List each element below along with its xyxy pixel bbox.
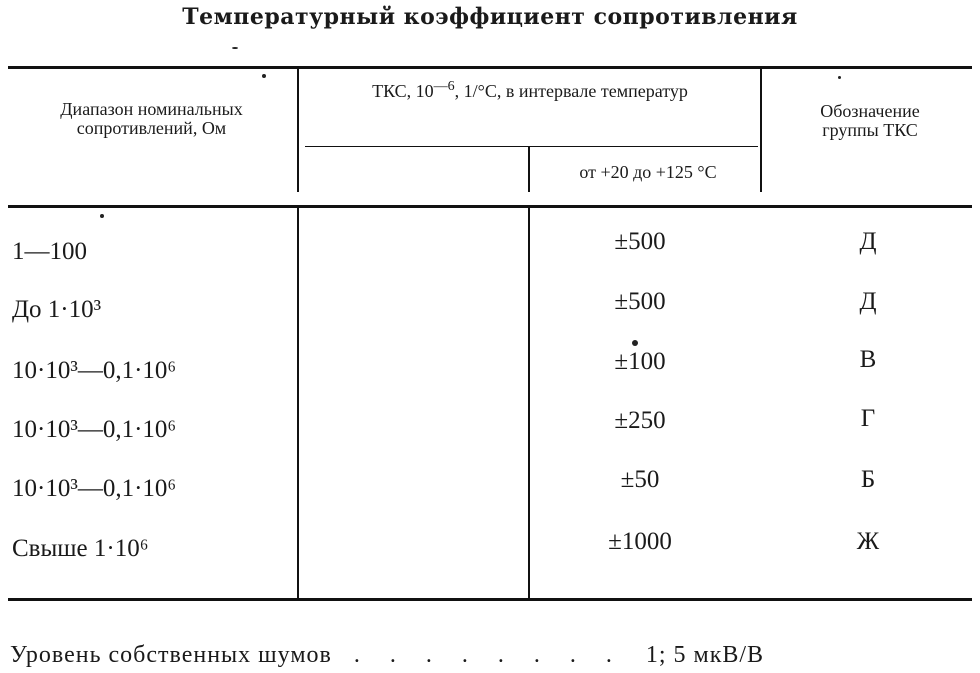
table-bottom-rule <box>8 598 972 601</box>
header-sub-rule <box>305 146 758 147</box>
header-tks-prefix: ТКС, 10 <box>372 81 434 101</box>
row-6-group: Ж <box>856 528 880 555</box>
row-6-range: Свыше 1·10⁶ <box>12 535 149 562</box>
row-5-group: Б <box>860 466 876 493</box>
row-3-range: 10·10³—0,1·10⁶ <box>12 357 177 384</box>
header-tks-suffix: , 1/°С, в интервале температур <box>454 81 688 101</box>
row-4-tks: ±250 <box>614 407 666 434</box>
row-6-tks: ±1000 <box>608 528 672 555</box>
col-divider-2-body <box>528 205 530 598</box>
row-5-tks: ±50 <box>620 466 660 493</box>
header-temp-interval: от +20 до +125 °С <box>579 162 717 182</box>
header-bottom-rule <box>8 205 972 208</box>
row-4-group: Г <box>860 405 876 432</box>
table-title: Температурный коэффициент сопротивления <box>182 4 798 30</box>
row-3-tks: ±100 <box>614 348 666 375</box>
noise-level-line <box>10 642 764 669</box>
row-3-group: В <box>859 346 877 373</box>
table-top-rule <box>8 66 972 69</box>
col-divider-1-body <box>297 205 299 598</box>
noise-level-dots: . . . . . . . . <box>353 642 624 668</box>
noise-level-value: 1; 5 мкВ/В <box>645 642 765 668</box>
row-4-range: 10·10³—0,1·10⁶ <box>12 416 177 443</box>
header-tks-exponent: —6 <box>433 79 455 94</box>
row-2-group: Д <box>859 288 877 315</box>
header-group: Обозначение группы ТКС <box>820 101 920 140</box>
row-1-tks: ±500 <box>614 228 666 255</box>
row-2-tks: ±500 <box>614 288 666 315</box>
row-1-range: 1—100 <box>12 238 87 265</box>
col-divider-2 <box>528 147 530 192</box>
col-divider-3 <box>760 66 762 192</box>
col-divider-1 <box>297 66 299 192</box>
header-range: Диапазон номинальных сопротивлений, Ом <box>60 99 243 138</box>
scan-speck <box>100 214 104 218</box>
scan-speck <box>262 74 266 78</box>
scan-speck <box>838 76 841 79</box>
noise-level-label: Уровень собственных шумов <box>10 642 332 668</box>
row-2-range: До 1·10³ <box>12 296 102 323</box>
row-1-group: Д <box>859 228 877 255</box>
scan-speck <box>632 340 638 346</box>
scan-speck <box>232 47 238 49</box>
row-5-range: 10·10³—0,1·10⁶ <box>12 475 177 502</box>
header-tks <box>310 79 750 101</box>
